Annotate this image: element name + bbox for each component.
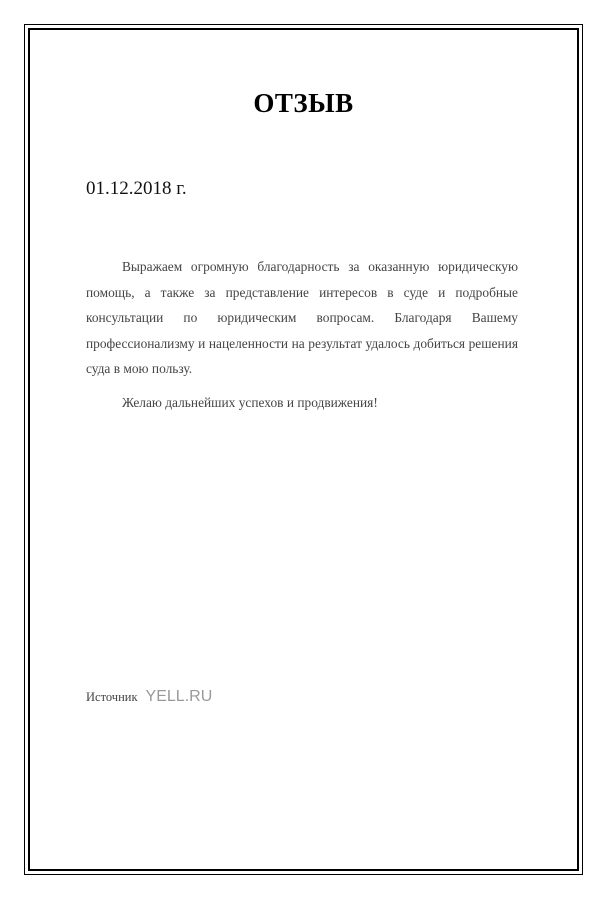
source-line (86, 688, 212, 706)
page-border-inner (28, 28, 579, 871)
review-paragraph: Желаю дальнейших успехов и продвижения! (122, 394, 378, 410)
document-date: 01.12.2018 г. (86, 178, 187, 199)
source-site: YELL.RU (145, 688, 213, 705)
document-title: ОТЗЫВ (253, 88, 354, 118)
review-paragraph: Выражаем огромную благодарность за оказанную юридическую помощь, а также за представление интересов в суде и подробные консультации по юридическим вопросам. Благодаря Вашему профессионализму и нацеленности на результат удалось добиться решения суда в мою пользу. (86, 259, 518, 376)
source-label: Источник (86, 690, 138, 704)
review-body (86, 254, 518, 415)
